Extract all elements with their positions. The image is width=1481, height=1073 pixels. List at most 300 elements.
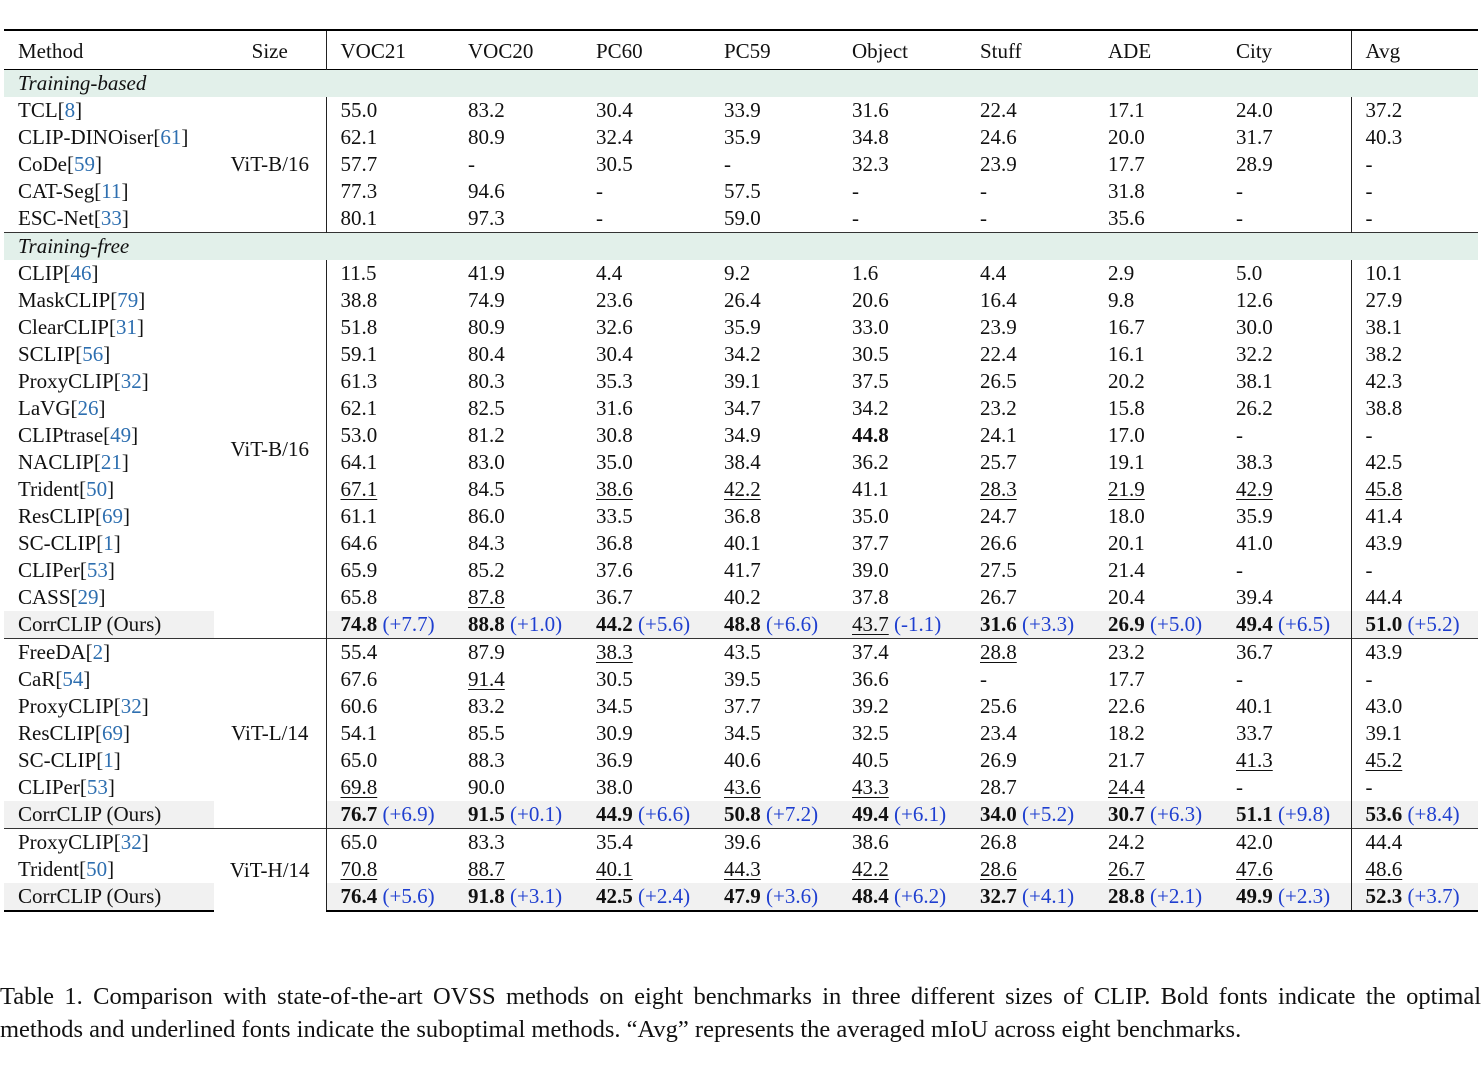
score-value: 41.9 xyxy=(468,261,505,285)
score-voc20 xyxy=(454,422,582,449)
backbone-size: ViT-B/16 xyxy=(214,97,326,233)
score-stuff xyxy=(966,747,1094,774)
citation-link[interactable]: 79 xyxy=(117,288,139,312)
score-voc21 xyxy=(326,639,454,667)
score-value: 17.7 xyxy=(1108,667,1145,691)
score-pc59 xyxy=(710,503,838,530)
table-caption: Table 1. Comparison with state-of-the-art OVSS methods on eight benchmarks in three different sizes of CLIP. Bold fonts indicate the optimal methods and underlined fonts indicate the suboptimal methods. “Avg” represents the averaged mIoU across eight benchmarks. xyxy=(0,983,1481,1043)
score-delta: (+3.3) xyxy=(1022,612,1075,636)
method-name: Trident xyxy=(18,477,80,501)
method-name: ProxyCLIP xyxy=(18,830,114,854)
score-value: 22.4 xyxy=(980,98,1017,122)
score-value: 26.7 xyxy=(980,585,1017,609)
score-value: 17.0 xyxy=(1108,423,1145,447)
citation-link[interactable]: 32 xyxy=(120,694,142,718)
method-name: CorrCLIP (Ours) xyxy=(18,884,162,908)
score-stuff xyxy=(966,287,1094,314)
score-ade xyxy=(1094,124,1222,151)
citation-link[interactable]: 69 xyxy=(102,504,124,528)
score-avg xyxy=(1351,503,1478,530)
score-voc21 xyxy=(326,747,454,774)
score-pc60 xyxy=(582,260,710,287)
score-value: 18.0 xyxy=(1108,504,1145,528)
score-voc21 xyxy=(326,287,454,314)
score-avg xyxy=(1351,693,1478,720)
score-value: 35.0 xyxy=(596,450,633,474)
score-value: 22.4 xyxy=(980,342,1017,366)
score-value: 59.1 xyxy=(340,342,378,366)
score-pc59 xyxy=(710,205,838,233)
score-value: 39.5 xyxy=(724,667,761,691)
score-value: 21.4 xyxy=(1108,558,1145,582)
score-city xyxy=(1222,503,1351,530)
score-pc59 xyxy=(710,774,838,801)
score-stuff xyxy=(966,801,1094,829)
score-value: 30.4 xyxy=(596,342,633,366)
score-value: 32.7 xyxy=(980,884,1017,908)
score-value: - xyxy=(724,152,731,176)
score-avg xyxy=(1351,747,1478,774)
score-value: 59.0 xyxy=(724,206,761,230)
score-pc60 xyxy=(582,856,710,883)
score-pc60 xyxy=(582,151,710,178)
results-table xyxy=(4,29,1478,912)
score-pc59 xyxy=(710,801,838,829)
score-value: 76.7 xyxy=(340,802,378,826)
score-delta: (+2.1) xyxy=(1150,884,1203,908)
method-name: CorrCLIP (Ours) xyxy=(18,612,162,636)
score-value: 37.6 xyxy=(596,558,633,582)
method-name: CorrCLIP (Ours) xyxy=(18,802,162,826)
score-value: - xyxy=(1236,775,1243,799)
method-cell: FreeDA[2] xyxy=(4,639,214,667)
section-header xyxy=(4,70,1478,98)
score-value: 26.9 xyxy=(1108,612,1145,636)
score-value: 94.6 xyxy=(468,179,505,203)
score-city xyxy=(1222,557,1351,584)
score-value: 47.9 xyxy=(724,884,761,908)
score-city xyxy=(1222,747,1351,774)
score-delta: (+1.0) xyxy=(510,612,563,636)
method-name: NACLIP xyxy=(18,450,94,474)
score-city xyxy=(1222,801,1351,829)
score-object xyxy=(838,801,966,829)
score-city xyxy=(1222,341,1351,368)
method-cell: CLIP-DINOiser[61] xyxy=(18,125,189,149)
score-voc20 xyxy=(454,476,582,503)
method-name: TCL xyxy=(18,98,58,122)
score-avg xyxy=(1351,341,1478,368)
score-value: 84.5 xyxy=(468,477,505,501)
score-value: 23.2 xyxy=(980,396,1017,420)
score-value: - xyxy=(1236,179,1243,203)
score-pc59 xyxy=(710,883,838,911)
score-voc20 xyxy=(454,368,582,395)
score-value: 62.1 xyxy=(340,396,378,420)
score-value: - xyxy=(852,179,859,203)
citation-link[interactable]: 21 xyxy=(100,450,122,474)
score-object xyxy=(838,449,966,476)
score-ade xyxy=(1094,530,1222,557)
section-title: Training-free xyxy=(4,233,1478,261)
method-name: CaR xyxy=(18,667,56,691)
score-object xyxy=(838,584,966,611)
score-object xyxy=(838,260,966,287)
score-ade xyxy=(1094,368,1222,395)
citation-link[interactable]: 8 xyxy=(64,98,76,122)
score-voc20 xyxy=(454,503,582,530)
score-city xyxy=(1222,883,1351,911)
method-cell: MaskCLIP[79] xyxy=(18,288,146,312)
score-avg xyxy=(1351,584,1478,611)
score-ade xyxy=(1094,693,1222,720)
score-value: 67.6 xyxy=(340,667,378,691)
score-value: 35.9 xyxy=(1236,504,1273,528)
score-pc60 xyxy=(582,747,710,774)
score-value: 42.0 xyxy=(1236,830,1273,854)
score-voc21 xyxy=(326,476,454,503)
score-value: 43.0 xyxy=(1365,694,1403,718)
citation-link[interactable]: 59 xyxy=(74,152,95,176)
score-value: 38.3 xyxy=(596,640,633,664)
method-name: CLIPer xyxy=(18,558,80,582)
score-value: 37.7 xyxy=(724,694,761,718)
score-value: 82.5 xyxy=(468,396,505,420)
score-object xyxy=(838,666,966,693)
score-stuff xyxy=(966,530,1094,557)
score-value: 20.2 xyxy=(1108,369,1145,393)
score-value: 39.0 xyxy=(852,558,889,582)
score-value: 30.5 xyxy=(596,152,633,176)
score-value: 67.1 xyxy=(340,477,378,501)
score-ade xyxy=(1094,503,1222,530)
score-pc60 xyxy=(582,449,710,476)
score-voc21 xyxy=(326,368,454,395)
score-city xyxy=(1222,260,1351,287)
citation-link[interactable]: 53 xyxy=(86,775,108,799)
score-value: 26.7 xyxy=(1108,857,1145,881)
citation-link[interactable]: 32 xyxy=(120,830,142,854)
citation-link[interactable]: 50 xyxy=(86,857,108,881)
score-value: 39.4 xyxy=(1236,585,1273,609)
score-city xyxy=(1222,720,1351,747)
score-pc60 xyxy=(582,530,710,557)
method-name: CLIP xyxy=(18,261,64,285)
score-object xyxy=(838,341,966,368)
score-delta: (+6.1) xyxy=(894,802,947,826)
score-value: 31.6 xyxy=(596,396,633,420)
score-value: 61.1 xyxy=(340,504,378,528)
score-ade xyxy=(1094,287,1222,314)
score-city xyxy=(1222,422,1351,449)
score-value: 74.9 xyxy=(468,288,505,312)
score-pc60 xyxy=(582,124,710,151)
score-value: 20.1 xyxy=(1108,531,1145,555)
score-value: 28.8 xyxy=(1108,884,1145,908)
score-value: 16.7 xyxy=(1108,315,1145,339)
citation-link[interactable]: 11 xyxy=(101,179,122,203)
score-value: 57.5 xyxy=(724,179,761,203)
score-pc60 xyxy=(582,205,710,233)
score-value: 36.8 xyxy=(596,531,633,555)
citation-link[interactable]: 29 xyxy=(77,585,99,609)
score-city xyxy=(1222,205,1351,233)
score-value: 39.1 xyxy=(724,369,761,393)
citation-link[interactable]: 2 xyxy=(92,640,104,664)
score-avg xyxy=(1351,801,1478,829)
method-cell: ESC-Net[33] xyxy=(18,206,129,230)
score-value: 34.2 xyxy=(852,396,889,420)
score-value: 16.1 xyxy=(1108,342,1145,366)
score-value: 42.5 xyxy=(596,884,633,908)
score-avg xyxy=(1351,639,1478,667)
method-cell: SC-CLIP[1] xyxy=(18,531,121,555)
score-object xyxy=(838,639,966,667)
score-value: 38.8 xyxy=(340,288,378,312)
score-voc21 xyxy=(326,883,454,911)
score-value: 9.8 xyxy=(1108,288,1135,312)
score-stuff xyxy=(966,368,1094,395)
score-pc60 xyxy=(582,503,710,530)
score-object xyxy=(838,395,966,422)
citation-link[interactable]: 33 xyxy=(100,206,122,230)
score-avg xyxy=(1351,829,1478,857)
score-value: 39.1 xyxy=(1365,721,1403,745)
score-value: 65.0 xyxy=(340,830,378,854)
score-value: 30.8 xyxy=(596,423,633,447)
score-value: 20.0 xyxy=(1108,125,1145,149)
score-ade xyxy=(1094,720,1222,747)
score-value: 19.1 xyxy=(1108,450,1145,474)
score-pc59 xyxy=(710,260,838,287)
method-cell: LaVG[26] xyxy=(18,396,106,420)
score-stuff xyxy=(966,151,1094,178)
score-voc21 xyxy=(326,856,454,883)
score-value: 36.6 xyxy=(852,667,889,691)
method-cell: ResCLIP[69] xyxy=(18,721,131,745)
score-value: 70.8 xyxy=(340,857,378,881)
score-value: 36.7 xyxy=(1236,640,1273,664)
method-cell: CaR[54] xyxy=(18,667,91,691)
score-value: 28.9 xyxy=(1236,152,1273,176)
score-voc21 xyxy=(326,205,454,233)
citation-link[interactable]: 56 xyxy=(82,342,104,366)
score-delta: (+6.6) xyxy=(638,802,691,826)
citation-link[interactable]: 61 xyxy=(160,125,182,149)
score-value: 55.4 xyxy=(340,640,378,664)
score-value: 4.4 xyxy=(980,261,1007,285)
score-stuff xyxy=(966,205,1094,233)
method-name: Trident xyxy=(18,857,80,881)
score-value: 34.5 xyxy=(596,694,633,718)
score-voc21 xyxy=(326,829,454,857)
score-value: 84.3 xyxy=(468,531,505,555)
score-delta: (+6.5) xyxy=(1278,612,1331,636)
score-value: 31.8 xyxy=(1108,179,1145,203)
score-value: 42.5 xyxy=(1365,450,1403,474)
score-value: 43.6 xyxy=(724,775,761,799)
method-name: CASS xyxy=(18,585,71,609)
citation-link[interactable]: 69 xyxy=(102,721,124,745)
score-value: 69.8 xyxy=(340,775,378,799)
score-value: 34.2 xyxy=(724,342,761,366)
header-row xyxy=(4,30,1478,70)
score-stuff xyxy=(966,883,1094,911)
score-pc59 xyxy=(710,151,838,178)
citation-link[interactable]: 49 xyxy=(110,423,132,447)
score-value: 37.4 xyxy=(852,640,889,664)
score-value: 80.9 xyxy=(468,315,505,339)
score-value: 5.0 xyxy=(1236,261,1263,285)
citation-link[interactable]: 1 xyxy=(103,748,114,772)
score-value: 55.0 xyxy=(340,98,378,122)
score-pc59 xyxy=(710,476,838,503)
score-city xyxy=(1222,476,1351,503)
score-pc59 xyxy=(710,557,838,584)
method-name: LaVG xyxy=(18,396,71,420)
score-value: 35.4 xyxy=(596,830,633,854)
score-voc21 xyxy=(326,124,454,151)
score-value: 86.0 xyxy=(468,504,505,528)
method-name: SC-CLIP xyxy=(18,748,97,772)
score-value: 90.0 xyxy=(468,775,505,799)
score-value: 26.5 xyxy=(980,369,1017,393)
score-value: 30.4 xyxy=(596,98,633,122)
score-value: 10.1 xyxy=(1365,261,1403,285)
score-pc60 xyxy=(582,801,710,829)
citation-link[interactable]: 26 xyxy=(77,396,99,420)
score-value: 97.3 xyxy=(468,206,505,230)
score-voc21 xyxy=(326,693,454,720)
score-pc60 xyxy=(582,395,710,422)
citation-link[interactable]: 53 xyxy=(86,558,108,582)
score-value: 88.8 xyxy=(468,612,505,636)
score-pc59 xyxy=(710,341,838,368)
score-voc20 xyxy=(454,639,582,667)
score-pc59 xyxy=(710,530,838,557)
score-value: 83.3 xyxy=(468,830,505,854)
score-value: 38.1 xyxy=(1236,369,1273,393)
table-row xyxy=(4,829,1478,857)
header-object: Object xyxy=(852,39,908,63)
score-value: 23.9 xyxy=(980,152,1017,176)
score-value: - xyxy=(1236,558,1243,582)
score-value: 64.1 xyxy=(340,450,378,474)
score-value: 25.7 xyxy=(980,450,1017,474)
score-value: 57.7 xyxy=(340,152,378,176)
score-pc59 xyxy=(710,97,838,124)
score-value: 31.6 xyxy=(852,98,889,122)
score-stuff xyxy=(966,693,1094,720)
score-voc21 xyxy=(326,503,454,530)
score-voc21 xyxy=(326,801,454,829)
score-pc60 xyxy=(582,341,710,368)
score-ade xyxy=(1094,395,1222,422)
score-delta: (+5.6) xyxy=(638,612,691,636)
citation-link[interactable]: 54 xyxy=(62,667,84,691)
citation-link[interactable]: 46 xyxy=(70,261,92,285)
score-value: 40.3 xyxy=(1365,125,1403,149)
header-voc20: VOC20 xyxy=(468,39,534,63)
score-delta: (+6.9) xyxy=(382,802,435,826)
score-stuff xyxy=(966,856,1094,883)
citation-link[interactable]: 32 xyxy=(120,369,142,393)
score-value: 30.9 xyxy=(596,721,633,745)
header-pc60: PC60 xyxy=(596,39,643,63)
score-value: 91.4 xyxy=(468,667,505,691)
citation-link[interactable]: 31 xyxy=(115,315,137,339)
score-city xyxy=(1222,449,1351,476)
score-stuff xyxy=(966,422,1094,449)
score-stuff xyxy=(966,639,1094,667)
score-pc60 xyxy=(582,557,710,584)
score-value: 38.8 xyxy=(1365,396,1403,420)
score-value: 44.2 xyxy=(596,612,633,636)
score-value: 48.6 xyxy=(1365,857,1403,881)
score-value: 43.5 xyxy=(724,640,761,664)
score-pc59 xyxy=(710,611,838,639)
score-avg xyxy=(1351,178,1478,205)
method-name: CLIPer xyxy=(18,775,80,799)
score-pc60 xyxy=(582,666,710,693)
score-value: 33.7 xyxy=(1236,721,1273,745)
score-pc59 xyxy=(710,395,838,422)
score-value: 80.1 xyxy=(340,206,378,230)
score-value: 40.2 xyxy=(724,585,761,609)
score-value: 4.4 xyxy=(596,261,623,285)
score-voc21 xyxy=(326,422,454,449)
score-pc59 xyxy=(710,639,838,667)
score-value: 44.3 xyxy=(724,857,761,881)
score-value: 24.7 xyxy=(980,504,1017,528)
score-ade xyxy=(1094,557,1222,584)
score-value: 26.2 xyxy=(1236,396,1273,420)
method-cell: Trident[50] xyxy=(18,857,115,881)
score-ade xyxy=(1094,260,1222,287)
score-voc20 xyxy=(454,97,582,124)
score-stuff xyxy=(966,449,1094,476)
score-city xyxy=(1222,395,1351,422)
method-cell xyxy=(4,883,214,911)
score-pc59 xyxy=(710,449,838,476)
score-pc59 xyxy=(710,178,838,205)
score-avg xyxy=(1351,368,1478,395)
score-pc59 xyxy=(710,666,838,693)
table-body xyxy=(4,70,1478,912)
citation-link[interactable]: 1 xyxy=(103,531,114,555)
score-value: 44.8 xyxy=(852,423,889,447)
score-voc21 xyxy=(326,260,454,287)
score-avg xyxy=(1351,449,1478,476)
method-cell: CLIPtrase[49] xyxy=(18,423,139,447)
score-pc60 xyxy=(582,883,710,911)
score-avg xyxy=(1351,151,1478,178)
score-value: 77.3 xyxy=(340,179,378,203)
score-value: 47.6 xyxy=(1236,857,1273,881)
score-value: 74.8 xyxy=(340,612,378,636)
table-row xyxy=(4,97,1478,124)
score-voc21 xyxy=(326,557,454,584)
score-stuff xyxy=(966,341,1094,368)
citation-link[interactable]: 50 xyxy=(86,477,108,501)
score-value: - xyxy=(1365,667,1373,691)
method-cell: ProxyCLIP[32] xyxy=(18,369,149,393)
score-object xyxy=(838,883,966,911)
score-value: 49.4 xyxy=(1236,612,1273,636)
score-value: 37.5 xyxy=(852,369,889,393)
header-voc21: VOC21 xyxy=(326,30,454,70)
method-name: ProxyCLIP xyxy=(18,694,114,718)
